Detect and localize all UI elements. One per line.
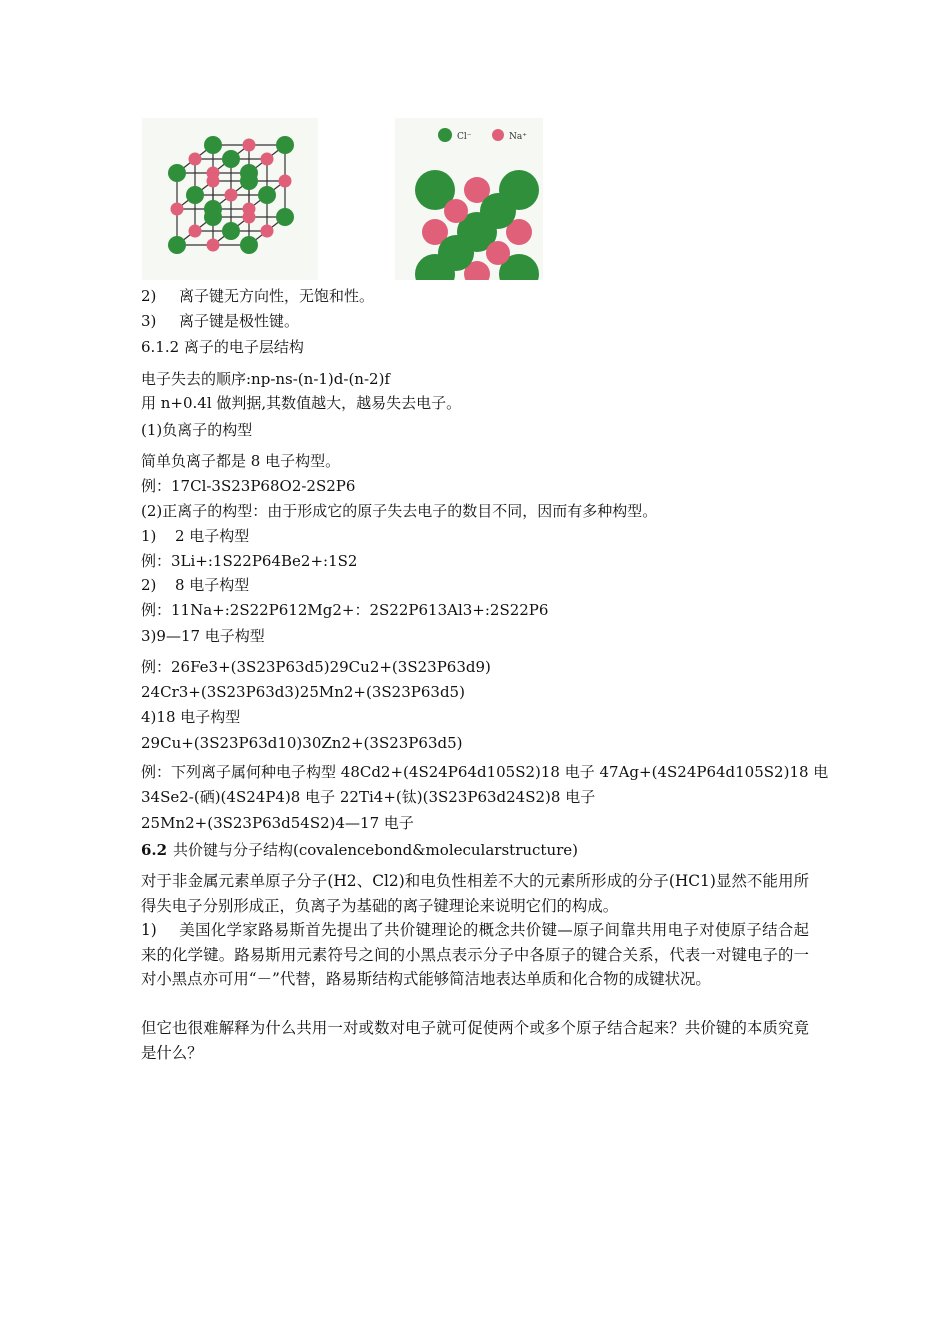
text-line-6: (1)负离子的构型 — [141, 421, 253, 439]
spacefill-svg — [395, 118, 543, 280]
line-num: 6.2 — [141, 841, 168, 859]
legend-na-swatch — [492, 129, 504, 141]
line-text: 共价键与分子结构(covalencebond&molecularstructure) — [173, 841, 579, 859]
cl-sphere — [480, 193, 516, 229]
cl-ion — [204, 200, 222, 218]
cl-ion — [168, 236, 186, 254]
line-text: 8 电子构型 — [175, 576, 250, 594]
paragraph-text: 美国化学家路易斯首先提出了共价键理论的概念共价键—原子间靠共用电子对使原子结合起来的化学键。路易斯用元素符号之间的小黑点表示分子中各原子的键合关系，代表一对键电子的一对小黑点亦可用“－”代替，路易斯结构式能够简洁地表达单质和化合物的成键状况。 — [141, 921, 809, 988]
text-line-8: 例：17Cl-3S23P68O2-2S2P6 — [141, 477, 356, 495]
cl-ion — [276, 208, 294, 226]
nacl-lattice-figure — [142, 118, 318, 280]
na-ion — [207, 239, 220, 252]
line-text: 离子键是极性键。 — [179, 312, 300, 330]
legend-cl-label: Cl⁻ — [457, 132, 472, 142]
text-line-17: 4)18 电子构型 — [141, 708, 241, 726]
na-ion — [243, 203, 256, 216]
na-ion — [207, 167, 220, 180]
na-ion — [189, 153, 202, 166]
line-num: 3) — [141, 312, 157, 330]
cl-ion — [222, 222, 240, 240]
na-ion — [261, 225, 274, 238]
text-line-13: 例：11Na+:2S22P612Mg2+：2S22P613Al3+:2S22P6 — [141, 601, 549, 619]
legend-cl-swatch — [438, 128, 452, 142]
lattice-svg — [142, 118, 318, 280]
text-line-7: 简单负离子都是 8 电子构型。 — [141, 452, 341, 470]
na-ion — [261, 153, 274, 166]
text-line-14: 3)9—17 电子构型 — [141, 627, 265, 645]
text-line-20: 34Se2-(硒)(4S24P4)8 电子 22Ti4+(钛)(3S23P63d24S2)8 电子 — [141, 788, 596, 806]
text-line-9: (2)正离子的构型：由于形成它的原子失去电子的数目不同，因而有多种构型。 — [141, 502, 658, 520]
line-text: 2 电子构型 — [175, 527, 250, 545]
cl-ion — [168, 164, 186, 182]
section-heading-6-1-2: 6.1.2 离子的电子层结构 — [141, 338, 304, 356]
section-heading-6-2 — [141, 840, 578, 860]
line-num: 2) — [141, 287, 157, 305]
text-line-5: 用 n+0.4l 做判据,其数值越大，越易失去电子。 — [141, 394, 462, 412]
na-ion — [279, 175, 292, 188]
text-line-19: 例：下列离子属何种电子构型 48Cd2+(4S24P64d105S2)18 电子 47Ag+(4S24P64d105S2)18 电 — [141, 763, 829, 781]
na-ion — [171, 203, 184, 216]
paragraph-2 — [141, 918, 809, 992]
cl-ion — [276, 136, 294, 154]
cl-ion — [204, 136, 222, 154]
cl-ion — [222, 150, 240, 168]
paragraph-1: 对于非金属元素单原子分子(H2、Cl2)和电负性相差不大的元素所形成的分子(HC1)显然不能用所得失电子分别形成正，负离子为基础的离子键理论来说明它们的构成。 — [141, 872, 809, 915]
text-line-21: 25Mn2+(3S23P63d54S2)4—17 电子 — [141, 814, 414, 832]
nacl-spacefill-figure — [395, 118, 543, 280]
text-line-10 — [141, 526, 249, 546]
text-line-1 — [141, 286, 374, 306]
line-num: 1) — [141, 527, 157, 545]
text-line-16: 24Cr3+(3S23P63d3)25Mn2+(3S23P63d5) — [141, 683, 465, 701]
cl-ion — [240, 164, 258, 182]
text-line-15: 例：26Fe3+(3S23P63d5)29Cu2+(3S23P63d9) — [141, 658, 491, 676]
text-line-12 — [141, 575, 249, 595]
text-line-18: 29Cu+(3S23P63d10)30Zn2+(3S23P63d5) — [141, 734, 463, 752]
cl-ion — [258, 186, 276, 204]
na-ion — [243, 139, 256, 152]
text-line-2 — [141, 311, 299, 331]
cl-ion — [186, 186, 204, 204]
text-line-11: 例：3Li+:1S22P64Be2+:1S2 — [141, 552, 358, 570]
cl-ion — [240, 236, 258, 254]
text-line-4: 电子失去的顺序:np-ns-(n-1)d-(n-2)f — [141, 370, 390, 388]
cl-sphere — [438, 235, 474, 271]
na-sphere — [486, 241, 510, 265]
sphere-group — [415, 170, 539, 280]
paragraph-3: 但它也很难解释为什么共用一对或数对电子就可促使两个或多个原子结合起来？共价键的本质究竟是什么？ — [141, 1019, 809, 1062]
line-text: 离子键无方向性，无饱和性。 — [179, 287, 375, 305]
legend-na-label: Na⁺ — [509, 132, 527, 142]
na-ion — [225, 189, 238, 202]
paragraph-num: 1) — [141, 921, 157, 939]
na-ion — [189, 225, 202, 238]
na-sphere — [444, 199, 468, 223]
line-num: 2) — [141, 576, 157, 594]
